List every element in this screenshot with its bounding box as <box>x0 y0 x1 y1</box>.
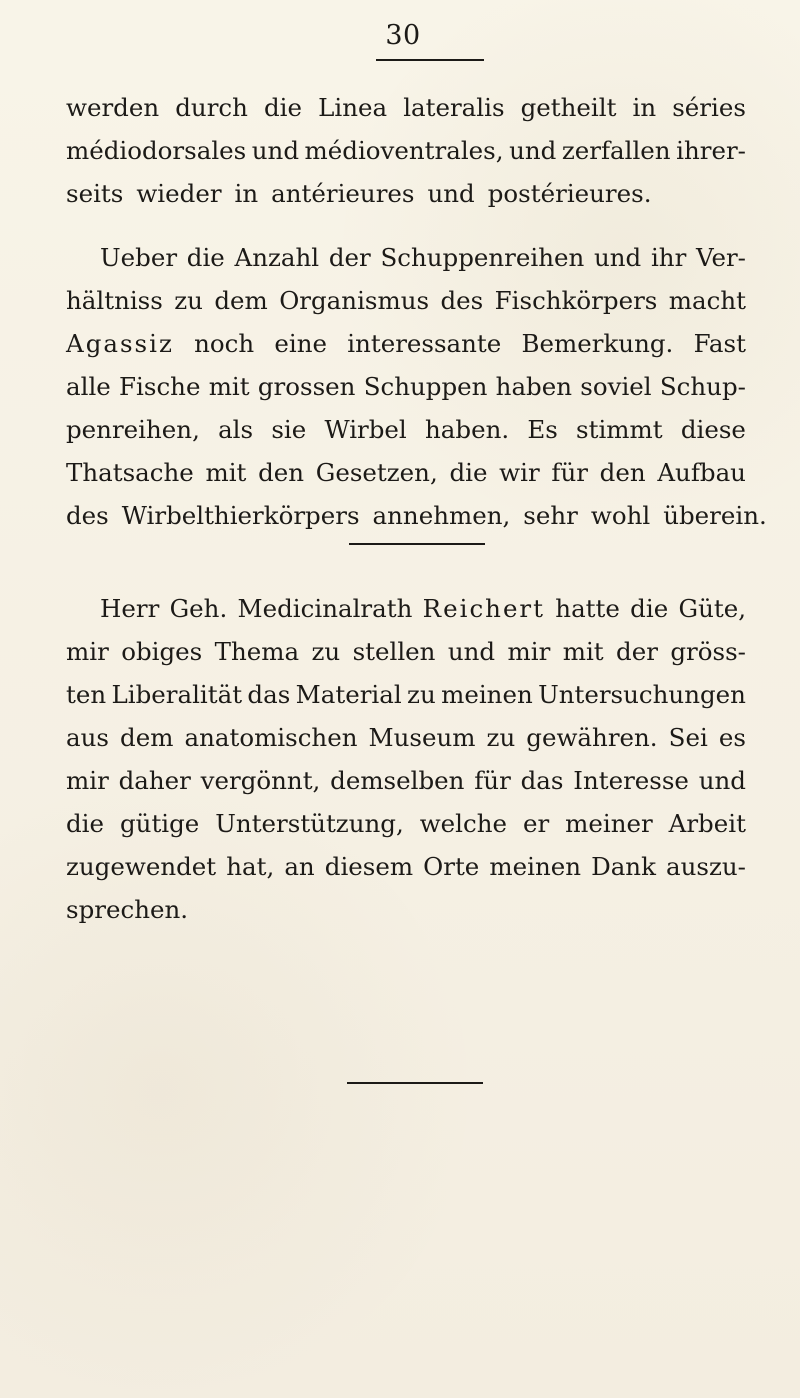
word: das <box>520 766 564 795</box>
text-line <box>66 322 746 365</box>
word: die <box>630 594 669 623</box>
paragraph-2 <box>66 236 767 537</box>
text-line <box>66 587 746 630</box>
word: daher <box>118 766 191 795</box>
word: zu <box>486 723 516 752</box>
word: und <box>427 179 475 208</box>
word: dem <box>214 286 268 315</box>
word: sehr <box>523 501 578 530</box>
section-divider <box>349 543 485 545</box>
word: Linea <box>318 93 388 122</box>
word: demselben <box>330 766 465 795</box>
word: zu <box>174 286 203 315</box>
word: Museum <box>368 723 476 752</box>
word: des <box>440 286 484 315</box>
word: an <box>284 852 315 881</box>
word: gewähren. <box>526 723 658 752</box>
text-line <box>66 673 746 716</box>
word: in <box>632 93 657 122</box>
word: mir <box>507 637 551 666</box>
word: hatte <box>555 594 620 623</box>
word: Organismus <box>279 286 430 315</box>
word: gröss- <box>670 637 746 666</box>
word: noch <box>194 329 255 358</box>
word: Fische <box>119 372 201 401</box>
text-line <box>66 494 767 537</box>
word: hältniss <box>66 286 163 315</box>
word: Schup- <box>659 372 746 401</box>
word: durch <box>175 93 248 122</box>
word: obiges <box>121 637 203 666</box>
word: Herr <box>100 594 160 623</box>
word: wieder <box>136 179 222 208</box>
word: vergönnt, <box>200 766 321 795</box>
word: grossen <box>257 372 356 401</box>
text-line <box>66 716 746 759</box>
text-line <box>66 172 746 215</box>
text-line <box>66 888 746 931</box>
word: hat, <box>226 852 275 881</box>
word: ihr <box>650 243 687 272</box>
word: mir <box>66 766 109 795</box>
word: mit <box>562 637 604 666</box>
page-number: 30 <box>385 20 421 51</box>
word: zerfallen <box>561 136 671 165</box>
word: als <box>218 415 254 444</box>
word: des <box>66 501 109 530</box>
word: médiodorsales <box>66 136 247 165</box>
word: die <box>66 809 105 838</box>
word: auszu- <box>666 852 746 881</box>
word: sie <box>271 415 307 444</box>
word: mit <box>205 458 247 487</box>
word: und <box>251 136 300 165</box>
word: Güte, <box>678 594 746 623</box>
word: Schuppenreihen <box>380 243 585 272</box>
text-line <box>66 365 746 408</box>
word: ten <box>66 680 107 709</box>
word: aus <box>66 723 109 752</box>
word: Liberalität <box>111 680 243 709</box>
word: werden <box>66 93 160 122</box>
page-number-rule <box>376 59 484 61</box>
word: und <box>594 243 642 272</box>
word: Unterstützung, <box>215 809 404 838</box>
word: mit <box>208 372 250 401</box>
word: Thatsache <box>66 458 194 487</box>
word: Es <box>527 415 558 444</box>
paragraph-3 <box>66 587 746 931</box>
word: überein. <box>663 501 767 530</box>
word: seits <box>66 179 124 208</box>
word: Thema <box>214 637 300 666</box>
word: stellen <box>352 637 436 666</box>
word: die <box>186 243 225 272</box>
text-line <box>66 630 746 673</box>
word: und <box>509 136 557 165</box>
word: Dank <box>591 852 656 881</box>
paragraph-1 <box>66 86 746 215</box>
word: Medicinalrath <box>237 594 413 623</box>
word: séries <box>672 93 746 122</box>
word: médioventrales, <box>304 136 504 165</box>
word: gütige <box>119 809 200 838</box>
text-line <box>66 451 746 494</box>
word: für <box>474 766 511 795</box>
word: und <box>698 766 746 795</box>
word: Wirbel <box>324 415 407 444</box>
word: dem <box>120 723 174 752</box>
word: anatomischen <box>184 723 358 752</box>
word: mir <box>66 637 109 666</box>
word: interessante <box>347 329 502 358</box>
word: die <box>449 458 488 487</box>
word: Geh. <box>169 594 228 623</box>
word: die <box>264 93 303 122</box>
word: eine <box>274 329 327 358</box>
word: Schuppen <box>363 372 488 401</box>
word: Aufbau <box>657 458 746 487</box>
word: diese <box>680 415 746 444</box>
word: Ver- <box>696 243 746 272</box>
word: Bemerkung. <box>521 329 674 358</box>
word: macht <box>668 286 746 315</box>
word: es <box>718 723 746 752</box>
word: haben. <box>425 415 510 444</box>
word: Wirbelthierkörpers <box>121 501 360 530</box>
word: Material <box>295 680 402 709</box>
text-line <box>66 129 746 172</box>
word: Interesse <box>573 766 689 795</box>
word: annehmen, <box>372 501 511 530</box>
word: wir <box>499 458 540 487</box>
word: getheilt <box>520 93 617 122</box>
text-line <box>66 759 746 802</box>
word-person-name: Reichert <box>422 594 545 623</box>
word: für <box>551 458 588 487</box>
word: und <box>447 637 496 666</box>
word-author-name: Agassiz <box>66 329 174 358</box>
text-line <box>66 845 746 888</box>
word: Fast <box>693 329 746 358</box>
word: Untersuchungen <box>538 680 746 709</box>
word: postérieures. <box>487 179 652 208</box>
text-line <box>66 236 746 279</box>
word: diesem <box>324 852 414 881</box>
word: antérieures <box>271 179 415 208</box>
word: meiner <box>565 809 653 838</box>
word: der <box>616 637 658 666</box>
word: lateralis <box>403 93 505 122</box>
word: welche <box>419 809 507 838</box>
text-line <box>66 408 746 451</box>
word: meinen <box>441 680 533 709</box>
word: zu <box>311 637 341 666</box>
text-line <box>66 86 746 129</box>
word: in <box>234 179 259 208</box>
word: Fischkörpers <box>494 286 658 315</box>
word: zugewendet <box>66 852 217 881</box>
word: Ueber <box>100 243 178 272</box>
word: stimmt <box>576 415 663 444</box>
word: ihrer- <box>676 136 746 165</box>
section-divider <box>347 1082 483 1084</box>
word: wohl <box>590 501 651 530</box>
word: haben <box>495 372 573 401</box>
text-line <box>66 802 746 845</box>
word: Sei <box>668 723 708 752</box>
word: Anzahl <box>234 243 320 272</box>
word: meinen <box>489 852 581 881</box>
word: zu <box>407 680 436 709</box>
word: das <box>247 680 291 709</box>
word: penreihen, <box>66 415 200 444</box>
word: der <box>328 243 371 272</box>
word: Arbeit <box>668 809 746 838</box>
word: den <box>599 458 646 487</box>
word: Orte <box>423 852 480 881</box>
word: soviel <box>580 372 652 401</box>
word: den <box>258 458 305 487</box>
text-line <box>66 279 746 322</box>
word: Gesetzen, <box>315 458 438 487</box>
word: er <box>522 809 550 838</box>
word: alle <box>66 372 111 401</box>
word: sprechen. <box>66 895 189 924</box>
